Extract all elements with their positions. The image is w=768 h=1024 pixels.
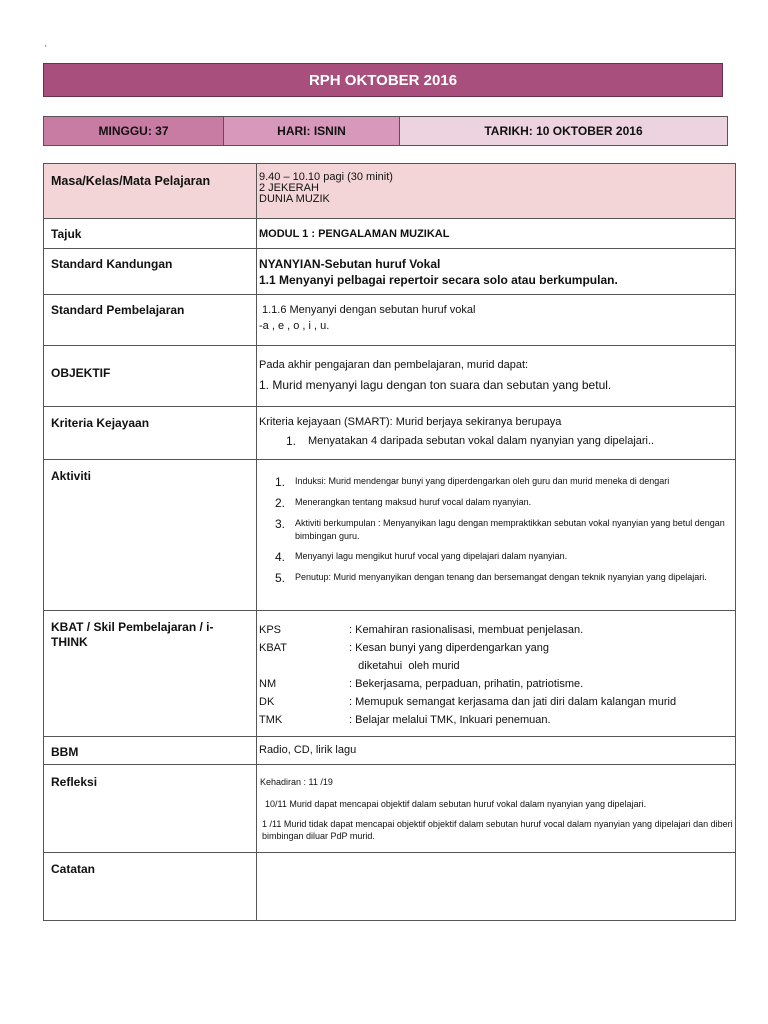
value-bbm: Radio, CD, lirik lagu: [257, 737, 736, 765]
label-kriteria: Kriteria Kejayaan: [44, 407, 257, 460]
label-aktiviti: Aktiviti: [44, 460, 257, 611]
kbat-item: KBAT : Kesan bunyi yang diperdengarkan yang: [259, 642, 549, 654]
label-tajuk: Tajuk: [44, 219, 257, 249]
kbat-item: NM : Bekerjasama, perpaduan, prihatin, patriotisme.: [259, 678, 584, 690]
sk-line1: NYANYIAN-Sebutan huruf Vokal: [259, 257, 441, 271]
row-bbm: [44, 737, 736, 765]
masa-subject: DUNIA MUZIK: [259, 193, 330, 205]
tarikh-cell: TARIKH: 10 OKTOBER 2016: [400, 117, 727, 145]
row-tajuk: [44, 219, 736, 249]
value-standard-kandungan: [257, 249, 736, 295]
value-kriteria: [257, 407, 736, 460]
label-standard-kandungan: Standard Kandungan: [44, 249, 257, 295]
label-objektif: OBJEKTIF: [44, 346, 257, 407]
aktiviti-list: [259, 475, 735, 585]
aktiviti-item: 1. Induksi: Murid mendengar bunyi yang diperdengarkan oleh guru dan murid meneka di dengari: [274, 475, 670, 489]
hari-cell: HARI: ISNIN: [224, 117, 400, 145]
objektif-line2: 1. Murid menyanyi lagu dengan ton suara dan sebutan yang betul.: [259, 378, 612, 392]
label-masa: Masa/Kelas/Mata Pelajaran: [44, 164, 257, 219]
aktiviti-item: 4. Menyanyi lagu mengikut huruf vocal yang dipelajari dalam nyanyian.: [274, 550, 568, 564]
lesson-plan-table: [43, 163, 736, 921]
row-kbat: [44, 611, 736, 737]
refleksi-line2: 10/11 Murid dapat mencapai objektif dalam sebutan huruf vokal dalam nyanyian yang dipelajari.: [265, 799, 647, 809]
label-kbat: KBAT / Skil Pembelajaran / i-THINK: [44, 611, 257, 737]
kbat-item: diketahui oleh murid: [349, 660, 460, 672]
value-aktiviti: [257, 460, 736, 611]
kbat-item: DK : Memupuk semangat kerjasama dan jati diri dalam kalangan murid: [259, 696, 677, 708]
value-tajuk: MODUL 1 : PENGALAMAN MUZIKAL: [257, 219, 736, 249]
sp-line1: 1.1.6 Menyanyi dengan sebutan huruf vokal: [262, 304, 476, 316]
masa-time: 9.40 – 10.10 pagi (30 minit): [259, 171, 393, 183]
aktiviti-item: 3. Aktiviti berkumpulan : Menyanyikan lagu dengan mempraktikkan sebutan vokal nyanyian yang betul dengan bimbingan guru.: [274, 517, 725, 541]
sp-line2: -a , e , o , i , u.: [259, 320, 330, 332]
row-kriteria: [44, 407, 736, 460]
info-bar: [43, 116, 728, 146]
row-standard-pembelajaran: [44, 295, 736, 346]
minggu-cell: MINGGU: 37: [44, 117, 224, 145]
label-refleksi: Refleksi: [44, 765, 257, 853]
refleksi-kehadiran: Kehadiran : 11 /19: [260, 777, 333, 787]
value-catatan: [257, 853, 736, 921]
sk-line2: 1.1 Menyanyi pelbagai repertoir secara solo atau berkumpulan.: [259, 273, 618, 287]
kriteria-line1: Kriteria kejayaan (SMART): Murid berjaya sekiranya berupaya: [259, 416, 562, 428]
kbat-item: TMK : Belajar melalui TMK, Inkuari penemuan.: [259, 714, 551, 726]
objektif-line1: Pada akhir pengajaran dan pembelajaran, murid dapat:: [259, 359, 529, 371]
kbat-item: KPS : Kemahiran rasionalisasi, membuat penjelasan.: [259, 624, 584, 636]
aktiviti-item: 2. Menerangkan tentang maksud huruf vocal dalam nyanyian.: [274, 496, 532, 510]
value-refleksi: [257, 765, 736, 853]
value-standard-pembelajaran: [257, 295, 736, 346]
stray-mark: ': [45, 44, 47, 53]
row-masa: [44, 164, 736, 219]
row-catatan: [44, 853, 736, 921]
kriteria-item: [259, 434, 735, 448]
aktiviti-item: 5. Penutup: Murid menyanyikan dengan tenang dan bersemangat dengan teknik nyanyian yang dipelajari.: [274, 571, 707, 585]
row-aktiviti: [44, 460, 736, 611]
value-masa: [257, 164, 736, 219]
label-catatan: Catatan: [44, 853, 257, 921]
page-title: RPH OKTOBER 2016: [43, 63, 723, 97]
value-objektif: [257, 346, 736, 407]
masa-class: 2 JEKERAH: [259, 182, 319, 194]
label-standard-pembelajaran: Standard Pembelajaran: [44, 295, 257, 346]
refleksi-line3: 1 /11 Murid tidak dapat mencapai objektif objektif dalam sebutan huruf vocal dalam nyanyian yang dipelajari dan diberi bimbingan diluar PdP murid.: [262, 819, 733, 841]
row-objektif: [44, 346, 736, 407]
row-refleksi: [44, 765, 736, 853]
label-bbm: BBM: [44, 737, 257, 765]
kriteria-item-text: Menyatakan 4 daripada sebutan vokal dalam nyanyian yang dipelajari..: [308, 435, 655, 447]
kriteria-item-number: 1.: [285, 434, 296, 448]
row-standard-kandungan: [44, 249, 736, 295]
value-kbat: [257, 611, 736, 737]
